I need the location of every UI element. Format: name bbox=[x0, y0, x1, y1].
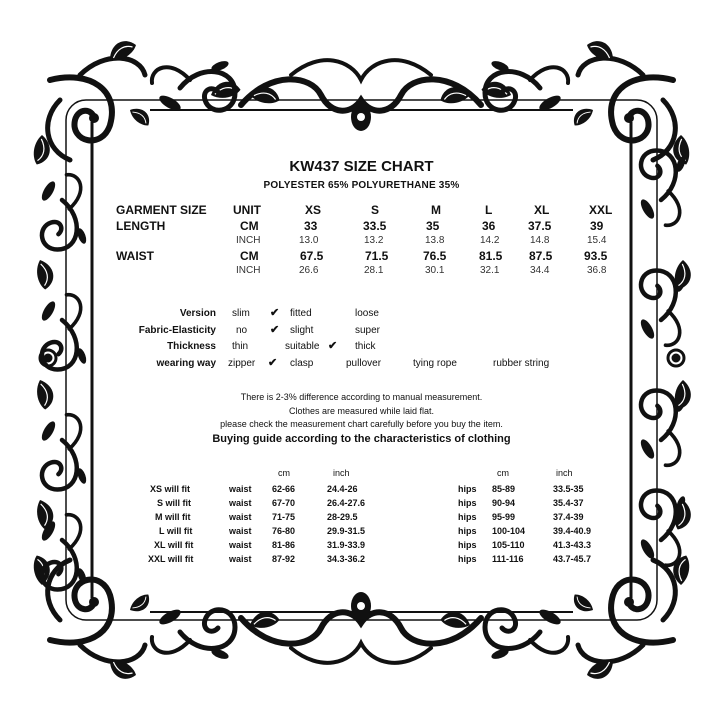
characteristic-label-fabric-elasticity: Fabric-Elasticity bbox=[138, 325, 216, 336]
waist-inch-xl: 34.4 bbox=[530, 265, 550, 276]
characteristic-label-version: Version bbox=[179, 308, 216, 319]
guide-hips-inch-l: 39.4-40.9 bbox=[553, 526, 592, 536]
option-zipper: zipper bbox=[228, 358, 256, 369]
guide-hips-cm-header: cm bbox=[497, 468, 509, 478]
waist-inch-xs: 26.6 bbox=[299, 265, 319, 276]
guide-hips-cm-xxl: 111-116 bbox=[492, 554, 524, 564]
unit-cm: CM bbox=[240, 219, 259, 233]
guide-hips-inch-xs: 33.5-35 bbox=[553, 484, 584, 494]
guide-hips-label: hips bbox=[458, 554, 477, 564]
unit-inch: INCH bbox=[236, 265, 261, 276]
waist-cm-xxl: 93.5 bbox=[584, 249, 608, 263]
guide-waist-inch-xxl: 34.3-36.2 bbox=[327, 554, 366, 564]
length-cm-m: 35 bbox=[426, 219, 440, 233]
characteristic-label-wearing-way: wearing way bbox=[156, 358, 216, 369]
option-fitted: fitted bbox=[290, 308, 312, 319]
option-clasp: clasp bbox=[290, 358, 314, 369]
size-header-l: L bbox=[485, 203, 493, 217]
guide-waist-label: waist bbox=[229, 512, 252, 522]
option-suitable: suitable bbox=[285, 341, 320, 352]
size-header-xs: XS bbox=[305, 203, 322, 217]
guide-hips-label: hips bbox=[458, 540, 477, 550]
length-inch-s: 13.2 bbox=[364, 235, 384, 246]
chart-title: KW437 SIZE CHART bbox=[289, 158, 434, 175]
size-header-xl: XL bbox=[534, 203, 550, 217]
guide-fit-xxl: XXL will fit bbox=[148, 554, 194, 564]
length-cm-l: 36 bbox=[482, 219, 496, 233]
guide-hips-inch-m: 37.4-39 bbox=[553, 512, 584, 522]
waist-inch-xxl: 36.8 bbox=[587, 265, 607, 276]
length-inch-xxl: 15.4 bbox=[587, 235, 607, 246]
guide-hips-label: hips bbox=[458, 498, 477, 508]
length-cm-xs: 33 bbox=[304, 219, 318, 233]
option-thin: thin bbox=[232, 341, 249, 352]
guide-waist-inch-s: 26.4-27.6 bbox=[327, 498, 366, 508]
buying-guide-title: Buying guide according to the characteristics of clothing bbox=[212, 433, 511, 445]
waist-inch-s: 28.1 bbox=[364, 265, 384, 276]
length-cm-s: 33.5 bbox=[363, 219, 387, 233]
option-loose: loose bbox=[355, 308, 379, 319]
guide-waist-label: waist bbox=[229, 484, 252, 494]
guide-waist-label: waist bbox=[229, 498, 252, 508]
check-mark-icon: ✔ bbox=[270, 324, 280, 336]
waist-cm-xs: 67.5 bbox=[300, 249, 324, 263]
option-slight: slight bbox=[290, 325, 314, 336]
note-difference: There is 2-3% difference according to manual measurement. bbox=[240, 392, 483, 402]
option-slim: slim bbox=[232, 308, 250, 319]
row-label-waist: WAIST bbox=[116, 249, 154, 263]
garment-size-header: GARMENT SIZE bbox=[116, 203, 207, 217]
guide-waist-cm-xl: 81-86 bbox=[272, 540, 296, 550]
guide-hips-inch-s: 35.4-37 bbox=[553, 498, 584, 508]
guide-waist-inch-xl: 31.9-33.9 bbox=[327, 540, 366, 550]
row-label-length: LENGTH bbox=[116, 219, 166, 233]
guide-hips-inch-xxl: 43.7-45.7 bbox=[553, 554, 592, 564]
waist-inch-m: 30.1 bbox=[425, 265, 445, 276]
guide-fit-m: M will fit bbox=[155, 512, 191, 522]
waist-cm-m: 76.5 bbox=[423, 249, 447, 263]
guide-fit-s: S will fit bbox=[157, 498, 192, 508]
guide-waist-cm-header: cm bbox=[278, 468, 290, 478]
size-header-s: S bbox=[371, 203, 380, 217]
option-rubber-string: rubber string bbox=[493, 358, 550, 369]
size-header-xxl: XXL bbox=[589, 203, 613, 217]
guide-fit-xs: XS will fit bbox=[150, 484, 191, 494]
length-inch-xl: 14.8 bbox=[530, 235, 550, 246]
option-no: no bbox=[236, 325, 248, 336]
guide-hips-cm-xl: 105-110 bbox=[492, 540, 525, 550]
check-mark-icon: ✔ bbox=[268, 357, 278, 369]
guide-fit-xl: XL will fit bbox=[154, 540, 194, 550]
guide-hips-cm-m: 95-99 bbox=[492, 512, 516, 522]
length-cm-xxl: 39 bbox=[590, 219, 604, 233]
guide-waist-cm-s: 67-70 bbox=[272, 498, 296, 508]
guide-waist-inch-xs: 24.4-26 bbox=[327, 484, 358, 494]
waist-cm-xl: 87.5 bbox=[529, 249, 553, 263]
unit-inch: INCH bbox=[236, 235, 261, 246]
guide-hips-cm-l: 100-104 bbox=[492, 526, 526, 536]
size-header-m: M bbox=[431, 203, 441, 217]
material-composition: POLYESTER 65% POLYURETHANE 35% bbox=[263, 180, 460, 191]
guide-waist-label: waist bbox=[229, 526, 252, 536]
length-inch-l: 14.2 bbox=[480, 235, 500, 246]
guide-hips-label: hips bbox=[458, 484, 477, 494]
waist-cm-s: 71.5 bbox=[365, 249, 389, 263]
guide-hips-cm-xs: 85-89 bbox=[492, 484, 516, 494]
option-pullover: pullover bbox=[346, 358, 382, 369]
guide-waist-cm-xs: 62-66 bbox=[272, 484, 296, 494]
characteristic-label-thickness: Thickness bbox=[167, 341, 216, 352]
option-super: super bbox=[355, 325, 381, 336]
guide-waist-cm-l: 76-80 bbox=[272, 526, 296, 536]
guide-fit-l: L will fit bbox=[159, 526, 193, 536]
guide-waist-label: waist bbox=[229, 540, 252, 550]
option-thick: thick bbox=[355, 341, 376, 352]
guide-hips-cm-s: 90-94 bbox=[492, 498, 516, 508]
length-cm-xl: 37.5 bbox=[528, 219, 552, 233]
waist-inch-l: 32.1 bbox=[480, 265, 500, 276]
guide-hips-label: hips bbox=[458, 512, 477, 522]
option-tying-rope: tying rope bbox=[413, 358, 457, 369]
guide-hips-label: hips bbox=[458, 526, 477, 536]
length-inch-m: 13.8 bbox=[425, 235, 445, 246]
guide-waist-label: waist bbox=[229, 554, 252, 564]
guide-waist-cm-xxl: 87-92 bbox=[272, 554, 296, 564]
note-laid-flat: Clothes are measured while laid flat. bbox=[288, 406, 435, 416]
note-check-chart: please check the measurement chart carefully before you buy the item. bbox=[220, 419, 503, 429]
waist-cm-l: 81.5 bbox=[479, 249, 503, 263]
guide-hips-inch-xl: 41.3-43.3 bbox=[553, 540, 592, 550]
length-inch-xs: 13.0 bbox=[299, 235, 319, 246]
guide-waist-inch-m: 28-29.5 bbox=[327, 512, 358, 522]
check-mark-icon: ✔ bbox=[270, 307, 280, 319]
unit-header: UNIT bbox=[233, 203, 261, 217]
guide-waist-cm-m: 71-75 bbox=[272, 512, 296, 522]
unit-cm: CM bbox=[240, 249, 259, 263]
check-mark-icon: ✔ bbox=[328, 340, 338, 352]
guide-waist-inch-header: inch bbox=[333, 468, 350, 478]
guide-waist-inch-l: 29.9-31.5 bbox=[327, 526, 366, 536]
guide-hips-inch-header: inch bbox=[556, 468, 573, 478]
